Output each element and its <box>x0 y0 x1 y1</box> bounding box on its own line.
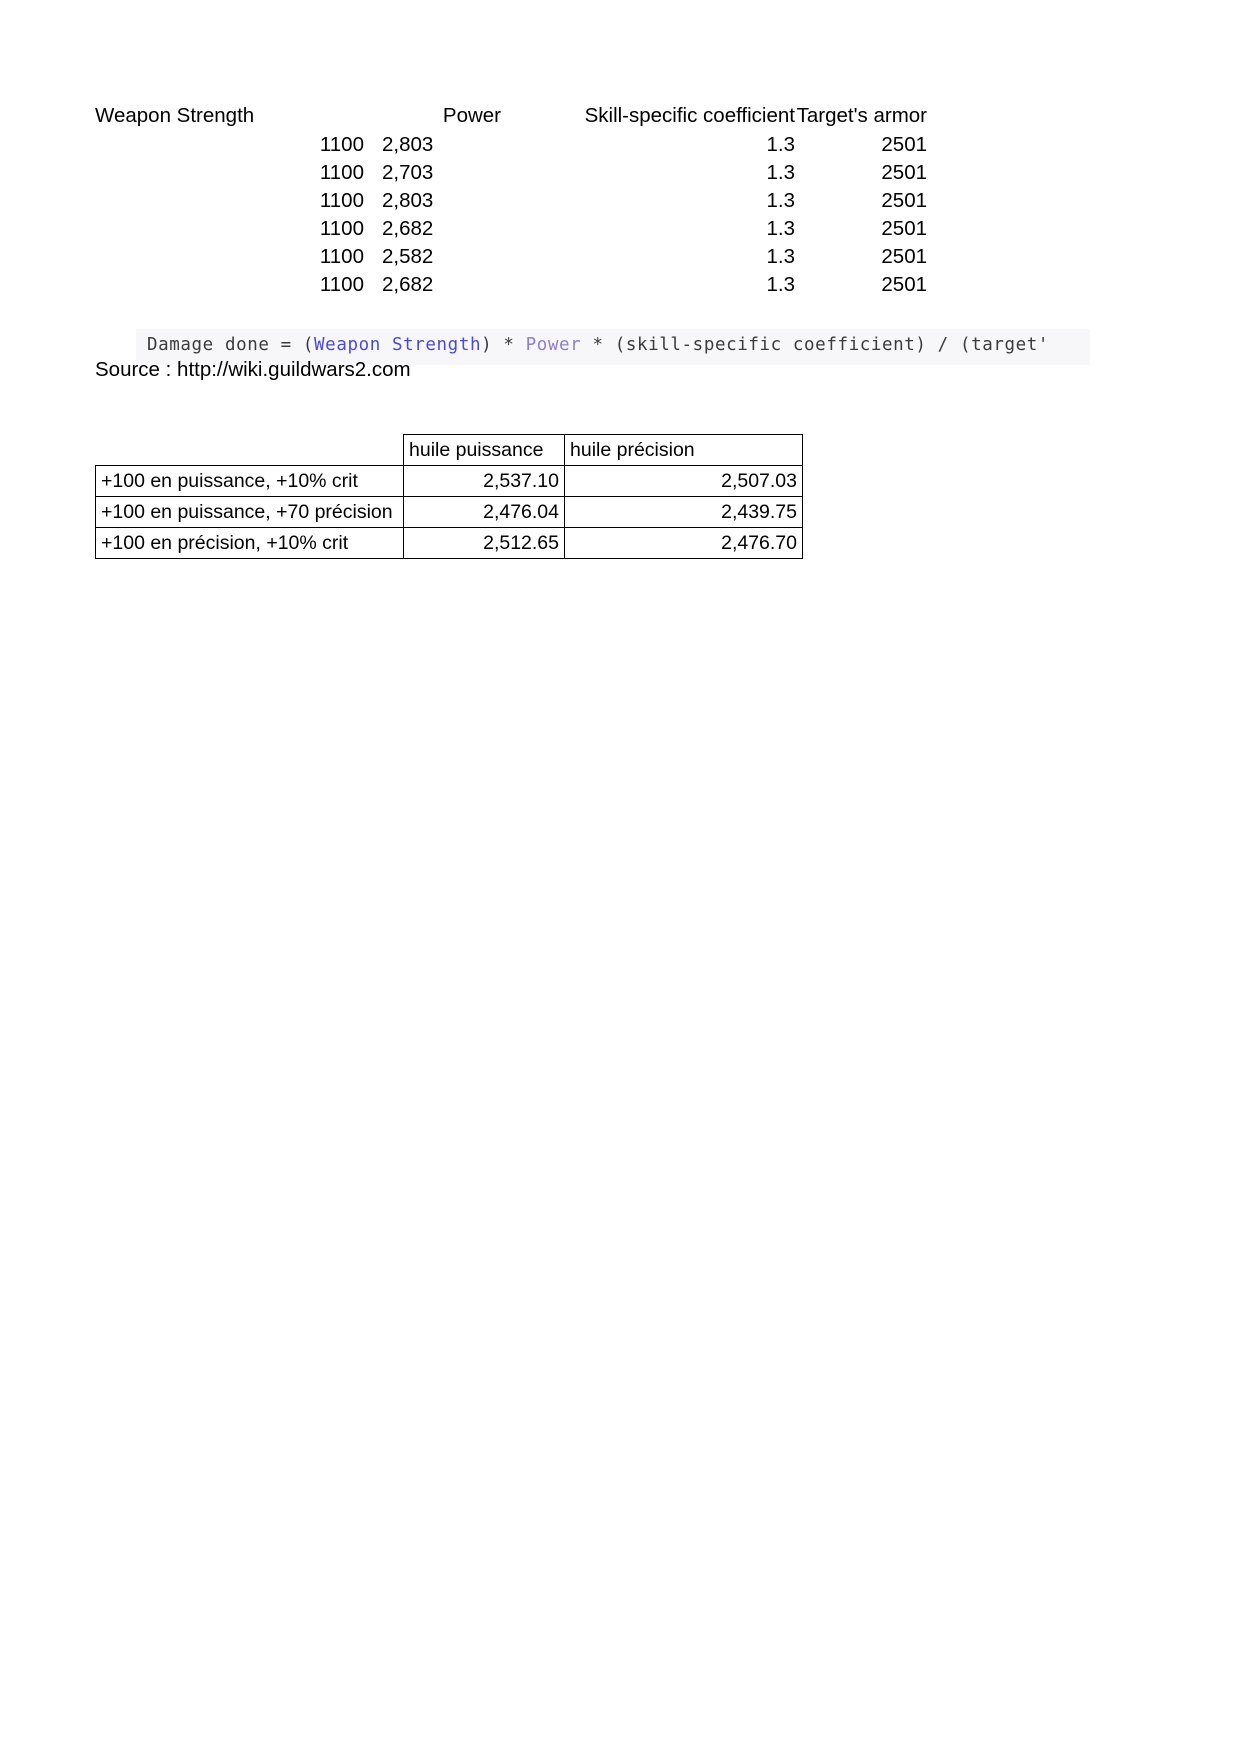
column-header-huile-puissance: huile puissance <box>404 435 565 466</box>
oil-comparison-table <box>95 434 803 559</box>
cell-power: 2,582 <box>382 245 434 268</box>
cell-huile-precision: 2,507.03 <box>565 466 803 497</box>
cell-target-armor: 2501 <box>881 217 927 240</box>
table-row <box>95 187 935 215</box>
cell-huile-puissance: 2,512.65 <box>404 528 565 559</box>
table-header-row <box>96 435 803 466</box>
cell-build-label: +100 en précision, +10% crit <box>96 528 404 559</box>
damage-parameters-block <box>95 100 1155 299</box>
table-row <box>95 159 935 187</box>
column-header-huile-precision: huile précision <box>565 435 803 466</box>
table-header-row <box>95 100 935 131</box>
table-row <box>96 528 803 559</box>
cell-power: 2,703 <box>382 161 434 184</box>
cell-weapon-strength: 1100 <box>319 273 364 296</box>
table-row <box>95 243 935 271</box>
damage-formula-text <box>147 335 1049 355</box>
formula-variable-power: Power <box>525 335 582 355</box>
cell-target-armor: 2501 <box>881 189 927 212</box>
cell-target-armor: 2501 <box>881 245 927 268</box>
cell-power: 2,803 <box>382 189 434 212</box>
column-header-target-armor: Target's armor <box>796 104 927 127</box>
cell-power: 2,803 <box>382 133 434 156</box>
column-header-coefficient: Skill-specific coefficient <box>584 104 795 127</box>
cell-power: 2,682 <box>382 217 434 240</box>
oil-comparison-table-wrapper <box>95 434 803 559</box>
cell-weapon-strength: 1100 <box>319 189 364 212</box>
cell-huile-precision: 2,476.70 <box>565 528 803 559</box>
damage-parameters-table <box>95 100 935 299</box>
cell-weapon-strength: 1100 <box>319 133 364 156</box>
formula-segment-2: ) * <box>481 335 526 355</box>
cell-build-label: +100 en puissance, +70 précision <box>96 497 404 528</box>
table-row <box>96 497 803 528</box>
cell-weapon-strength: 1100 <box>319 217 364 240</box>
table-row <box>95 131 935 159</box>
table-row <box>95 271 935 299</box>
cell-weapon-strength: 1100 <box>319 161 364 184</box>
cell-huile-puissance: 2,537.10 <box>404 466 565 497</box>
cell-coefficient: 1.3 <box>766 133 795 156</box>
cell-coefficient: 1.3 <box>766 273 795 296</box>
cell-coefficient: 1.3 <box>766 245 795 268</box>
cell-power: 2,682 <box>382 273 434 296</box>
column-header-weapon-strength: Weapon Strength <box>95 104 255 127</box>
formula-segment-3: * (skill-specific coefficient) / (target' <box>581 335 1050 355</box>
cell-weapon-strength: 1100 <box>319 245 364 268</box>
table-row <box>95 215 935 243</box>
oil-table-corner-cell <box>96 435 404 466</box>
cell-coefficient: 1.3 <box>766 217 795 240</box>
cell-target-armor: 2501 <box>881 273 927 296</box>
source-line: Source : http://wiki.guildwars2.com <box>95 358 411 381</box>
table-row <box>96 466 803 497</box>
cell-target-armor: 2501 <box>881 161 927 184</box>
cell-coefficient: 1.3 <box>766 161 795 184</box>
cell-target-armor: 2501 <box>881 133 927 156</box>
cell-huile-puissance: 2,476.04 <box>404 497 565 528</box>
cell-build-label: +100 en puissance, +10% crit <box>96 466 404 497</box>
cell-coefficient: 1.3 <box>766 189 795 212</box>
formula-segment-1: Damage done = ( <box>147 335 315 355</box>
formula-variable-weapon-strength: Weapon Strength <box>314 335 482 355</box>
column-header-power: Power <box>442 104 501 127</box>
cell-huile-precision: 2,439.75 <box>565 497 803 528</box>
